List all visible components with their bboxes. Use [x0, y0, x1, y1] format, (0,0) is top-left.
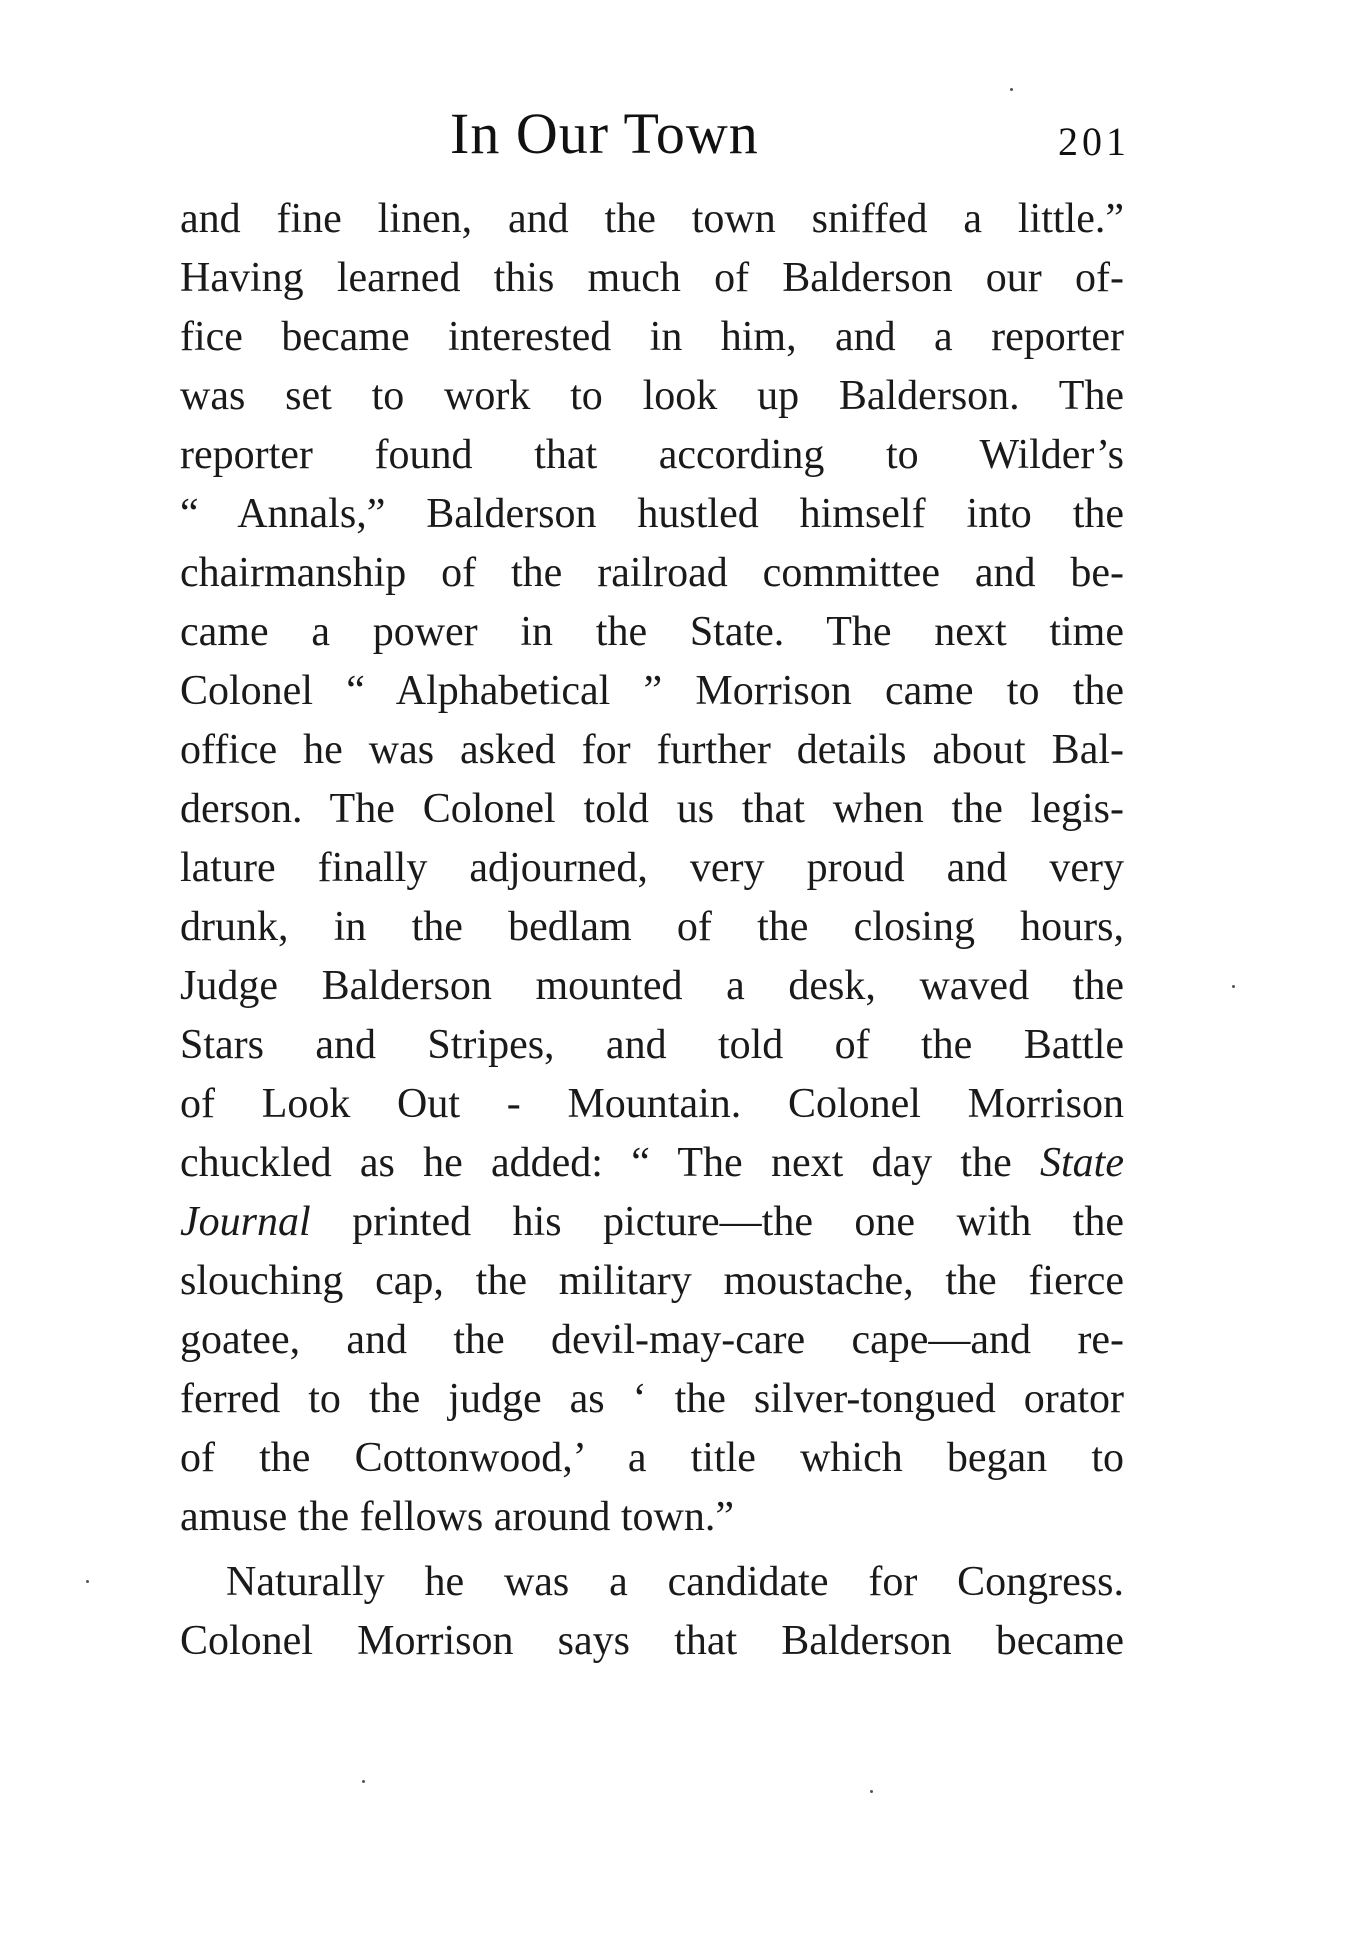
text-line: came a power in the State. The next time [180, 609, 1124, 655]
text-line: “ Annals,” Balderson hustled himself into the [180, 491, 1124, 537]
text-line: Colonel “ Alphabetical ” Morrison came to the [180, 668, 1124, 714]
italic-state: State [1040, 1140, 1124, 1186]
page-number: 201 [1058, 119, 1130, 164]
line-text: chuckled as he added: “ The next day the [180, 1140, 1012, 1186]
text-line: derson. The Colonel told us that when the legis- [180, 786, 1124, 832]
body-text [180, 190, 1124, 1671]
text-line: Stars and Stripes, and told of the Battle [180, 1022, 1124, 1068]
text-line: fice became interested in him, and a reporter [180, 314, 1124, 360]
text-line: office he was asked for further details about Bal- [180, 727, 1124, 773]
text-line: and fine linen, and the town sniffed a little.” [180, 196, 1124, 242]
text-line: chairmanship of the railroad committee and be- [180, 550, 1124, 596]
running-head [180, 100, 1130, 180]
text-line: reporter found that according to Wilder’s [180, 432, 1124, 478]
text-line: Naturally he was a candidate for Congress. [226, 1559, 1124, 1605]
paper-speck [870, 1790, 873, 1793]
text-line: Judge Balderson mounted a desk, waved the [180, 963, 1124, 1009]
text-line: Having learned this much of Balderson our of- [180, 255, 1124, 301]
text-line: ferred to the judge as ‘ the silver-tongued orator [180, 1376, 1124, 1422]
text-line: amuse the fellows around town.” [180, 1494, 735, 1540]
running-title: In Our Town [450, 101, 759, 166]
text-line: drunk, in the bedlam of the closing hours, [180, 904, 1124, 950]
text-line: of the Cottonwood,’ a title which began to [180, 1435, 1124, 1481]
text-line: was set to work to look up Balderson. The [180, 373, 1124, 419]
text-line: lature finally adjourned, very proud and very [180, 845, 1124, 891]
paper-speck [86, 1580, 89, 1583]
paper-speck [362, 1780, 365, 1783]
paper-speck [1232, 985, 1235, 988]
text-line-with-italic [180, 1193, 1124, 1252]
italic-journal: Journal [180, 1199, 311, 1245]
text-line: of Look Out - Mountain. Colonel Morrison [180, 1081, 1124, 1127]
text-line: Colonel Morrison says that Balderson became [180, 1618, 1124, 1664]
text-line-with-italic [180, 1134, 1124, 1193]
paper-speck [1010, 88, 1013, 91]
text-line: slouching cap, the military moustache, the fierce [180, 1258, 1124, 1304]
text-line: goatee, and the devil-may-care cape—and re- [180, 1317, 1124, 1363]
line-text: printed his picture—the one with the [352, 1199, 1124, 1245]
